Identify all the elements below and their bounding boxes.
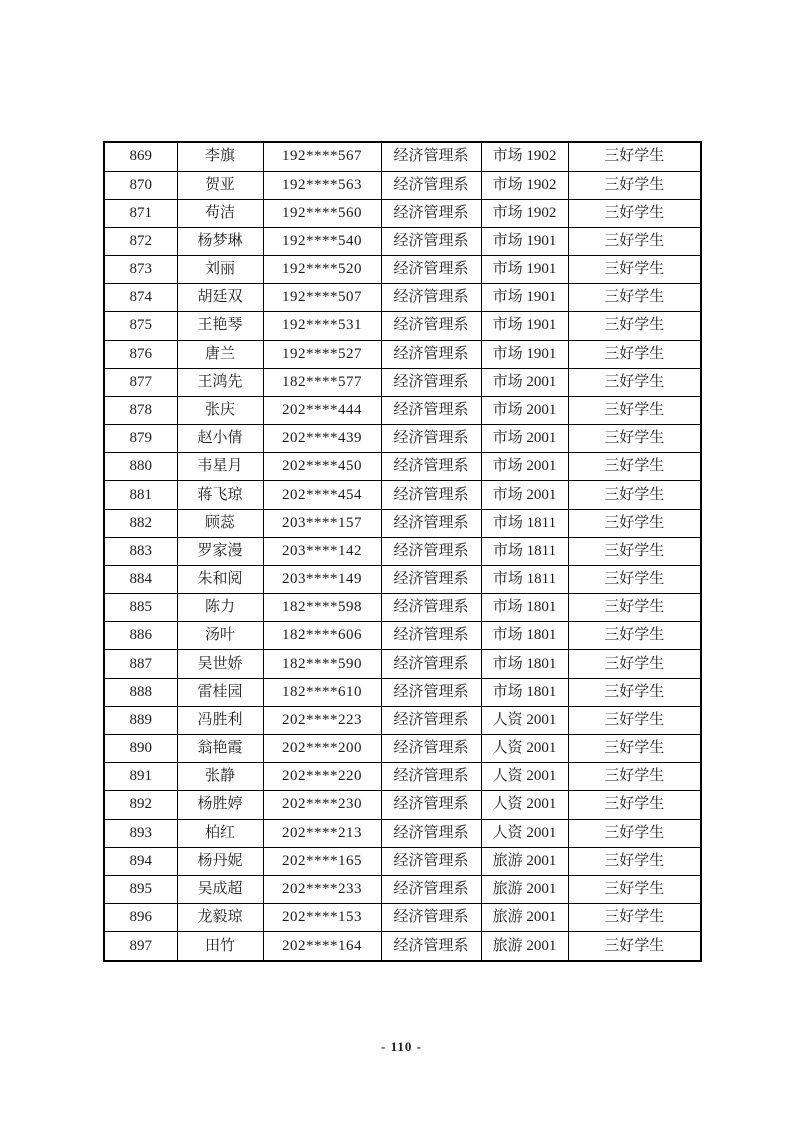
table-row [104,340,701,368]
cell-name: 柏红 [177,819,263,847]
cell-name: 刘丽 [177,256,263,284]
cell-name: 唐兰 [177,340,263,368]
cell-department: 经济管理系 [381,819,481,847]
table-row [104,565,701,593]
cell-class: 市场 1801 [481,650,568,678]
cell-department: 经济管理系 [381,622,481,650]
cell-class: 市场 1902 [481,171,568,199]
cell-department: 经济管理系 [381,734,481,762]
cell-class: 市场 2001 [481,425,568,453]
cell-name: 韦星月 [177,453,263,481]
cell-award: 三好学生 [568,481,701,509]
cell-serial_number: 887 [104,650,177,678]
cell-department: 经济管理系 [381,171,481,199]
cell-serial_number: 893 [104,819,177,847]
cell-student_id: 203****157 [263,509,381,537]
cell-department: 经济管理系 [381,481,481,509]
cell-serial_number: 891 [104,763,177,791]
cell-class: 旅游 2001 [481,875,568,903]
cell-department: 经济管理系 [381,875,481,903]
cell-student_id: 202****220 [263,763,381,791]
cell-class: 市场 1811 [481,565,568,593]
cell-student_id: 182****577 [263,368,381,396]
cell-class: 人资 2001 [481,706,568,734]
cell-award: 三好学生 [568,312,701,340]
cell-class: 市场 2001 [481,368,568,396]
cell-award: 三好学生 [568,904,701,932]
cell-serial_number: 874 [104,284,177,312]
cell-class: 市场 1902 [481,142,568,171]
cell-student_id: 202****200 [263,734,381,762]
cell-department: 经济管理系 [381,425,481,453]
cell-name: 杨胜婷 [177,791,263,819]
cell-name: 龙毅琼 [177,904,263,932]
cell-student_id: 202****213 [263,819,381,847]
cell-student_id: 202****444 [263,396,381,424]
cell-name: 王鸿先 [177,368,263,396]
table-row [104,171,701,199]
cell-serial_number: 870 [104,171,177,199]
cell-student_id: 203****142 [263,537,381,565]
table-row [104,481,701,509]
cell-serial_number: 876 [104,340,177,368]
cell-award: 三好学生 [568,509,701,537]
cell-student_id: 192****567 [263,142,381,171]
student-awards-table [103,141,702,962]
table-row [104,396,701,424]
cell-department: 经济管理系 [381,537,481,565]
cell-name: 朱和阅 [177,565,263,593]
table-row [104,425,701,453]
table-row [104,284,701,312]
table-row [104,509,701,537]
cell-class: 旅游 2001 [481,932,568,961]
cell-award: 三好学生 [568,453,701,481]
table-row [104,904,701,932]
cell-department: 经济管理系 [381,142,481,171]
cell-department: 经济管理系 [381,763,481,791]
cell-student_id: 192****527 [263,340,381,368]
cell-serial_number: 897 [104,932,177,961]
cell-award: 三好学生 [568,763,701,791]
table-row [104,791,701,819]
cell-award: 三好学生 [568,368,701,396]
cell-department: 经济管理系 [381,678,481,706]
cell-serial_number: 880 [104,453,177,481]
table-row [104,368,701,396]
cell-award: 三好学生 [568,875,701,903]
cell-class: 人资 2001 [481,734,568,762]
table-row [104,678,701,706]
cell-award: 三好学生 [568,734,701,762]
table-row [104,650,701,678]
cell-student_id: 202****165 [263,847,381,875]
cell-name: 贺亚 [177,171,263,199]
cell-student_id: 203****149 [263,565,381,593]
cell-student_id: 182****590 [263,650,381,678]
cell-serial_number: 896 [104,904,177,932]
table-row [104,199,701,227]
cell-student_id: 192****560 [263,199,381,227]
cell-department: 经济管理系 [381,932,481,961]
table-row [104,537,701,565]
cell-name: 赵小倩 [177,425,263,453]
cell-class: 市场 1901 [481,284,568,312]
cell-award: 三好学生 [568,706,701,734]
cell-class: 旅游 2001 [481,847,568,875]
cell-award: 三好学生 [568,256,701,284]
cell-department: 经济管理系 [381,706,481,734]
cell-name: 王艳琴 [177,312,263,340]
cell-student_id: 192****507 [263,284,381,312]
cell-class: 人资 2001 [481,819,568,847]
cell-serial_number: 889 [104,706,177,734]
cell-award: 三好学生 [568,425,701,453]
cell-name: 杨丹妮 [177,847,263,875]
cell-student_id: 202****230 [263,791,381,819]
cell-serial_number: 871 [104,199,177,227]
table-row [104,622,701,650]
cell-name: 胡廷双 [177,284,263,312]
cell-class: 市场 2001 [481,453,568,481]
table-row [104,932,701,961]
cell-serial_number: 878 [104,396,177,424]
cell-serial_number: 885 [104,594,177,622]
cell-department: 经济管理系 [381,904,481,932]
cell-class: 市场 1901 [481,227,568,255]
cell-award: 三好学生 [568,678,701,706]
cell-serial_number: 881 [104,481,177,509]
cell-department: 经济管理系 [381,565,481,593]
cell-name: 顾蕊 [177,509,263,537]
cell-award: 三好学生 [568,622,701,650]
cell-student_id: 202****439 [263,425,381,453]
cell-student_id: 192****531 [263,312,381,340]
cell-department: 经济管理系 [381,791,481,819]
cell-name: 雷桂园 [177,678,263,706]
cell-serial_number: 886 [104,622,177,650]
cell-serial_number: 884 [104,565,177,593]
cell-name: 田竹 [177,932,263,961]
table-row [104,763,701,791]
page-number: - 110 - [381,1039,422,1054]
table-row [104,706,701,734]
cell-department: 经济管理系 [381,650,481,678]
cell-serial_number: 872 [104,227,177,255]
cell-department: 经济管理系 [381,509,481,537]
cell-award: 三好学生 [568,791,701,819]
cell-department: 经济管理系 [381,284,481,312]
table-row [104,819,701,847]
cell-serial_number: 883 [104,537,177,565]
cell-class: 人资 2001 [481,763,568,791]
cell-class: 市场 1811 [481,509,568,537]
cell-student_id: 182****610 [263,678,381,706]
cell-student_id: 182****606 [263,622,381,650]
cell-class: 市场 1801 [481,678,568,706]
cell-class: 市场 2001 [481,481,568,509]
cell-student_id: 202****233 [263,875,381,903]
cell-name: 杨梦琳 [177,227,263,255]
cell-serial_number: 894 [104,847,177,875]
cell-award: 三好学生 [568,199,701,227]
cell-award: 三好学生 [568,819,701,847]
page-footer [103,1039,700,1055]
table-row [104,453,701,481]
cell-award: 三好学生 [568,847,701,875]
cell-class: 市场 1901 [481,340,568,368]
cell-name: 张庆 [177,396,263,424]
cell-name: 苟洁 [177,199,263,227]
cell-student_id: 202****164 [263,932,381,961]
cell-class: 市场 1801 [481,594,568,622]
cell-award: 三好学生 [568,142,701,171]
cell-class: 市场 1811 [481,537,568,565]
cell-class: 旅游 2001 [481,904,568,932]
cell-serial_number: 879 [104,425,177,453]
cell-award: 三好学生 [568,932,701,961]
cell-student_id: 192****540 [263,227,381,255]
cell-name: 汤叶 [177,622,263,650]
cell-serial_number: 877 [104,368,177,396]
cell-name: 蒋飞琼 [177,481,263,509]
cell-award: 三好学生 [568,171,701,199]
cell-serial_number: 873 [104,256,177,284]
cell-name: 翁艳霞 [177,734,263,762]
cell-name: 吴世娇 [177,650,263,678]
cell-department: 经济管理系 [381,227,481,255]
cell-award: 三好学生 [568,340,701,368]
cell-name: 冯胜利 [177,706,263,734]
cell-class: 市场 1901 [481,256,568,284]
cell-department: 经济管理系 [381,847,481,875]
cell-department: 经济管理系 [381,453,481,481]
cell-department: 经济管理系 [381,368,481,396]
cell-student_id: 192****520 [263,256,381,284]
cell-class: 市场 1902 [481,199,568,227]
cell-department: 经济管理系 [381,199,481,227]
table-row [104,142,701,171]
cell-student_id: 202****454 [263,481,381,509]
table-row [104,227,701,255]
cell-student_id: 202****153 [263,904,381,932]
cell-student_id: 202****450 [263,453,381,481]
cell-department: 经济管理系 [381,256,481,284]
table-row [104,594,701,622]
cell-department: 经济管理系 [381,340,481,368]
cell-serial_number: 888 [104,678,177,706]
cell-student_id: 182****598 [263,594,381,622]
cell-class: 市场 1901 [481,312,568,340]
cell-serial_number: 892 [104,791,177,819]
cell-serial_number: 869 [104,142,177,171]
cell-class: 人资 2001 [481,791,568,819]
cell-serial_number: 875 [104,312,177,340]
cell-name: 罗家漫 [177,537,263,565]
cell-award: 三好学生 [568,565,701,593]
cell-serial_number: 882 [104,509,177,537]
cell-award: 三好学生 [568,594,701,622]
cell-department: 经济管理系 [381,594,481,622]
cell-award: 三好学生 [568,396,701,424]
table-row [104,875,701,903]
cell-award: 三好学生 [568,537,701,565]
cell-name: 吴成超 [177,875,263,903]
cell-class: 市场 2001 [481,396,568,424]
cell-class: 市场 1801 [481,622,568,650]
table-row [104,734,701,762]
cell-award: 三好学生 [568,650,701,678]
cell-student_id: 192****563 [263,171,381,199]
table-row [104,256,701,284]
cell-serial_number: 895 [104,875,177,903]
table-row [104,312,701,340]
cell-department: 经济管理系 [381,396,481,424]
table-row [104,847,701,875]
cell-name: 张静 [177,763,263,791]
cell-award: 三好学生 [568,227,701,255]
awards-table-body [104,142,701,961]
cell-name: 李旗 [177,142,263,171]
cell-serial_number: 890 [104,734,177,762]
cell-student_id: 202****223 [263,706,381,734]
cell-department: 经济管理系 [381,312,481,340]
cell-award: 三好学生 [568,284,701,312]
cell-name: 陈力 [177,594,263,622]
